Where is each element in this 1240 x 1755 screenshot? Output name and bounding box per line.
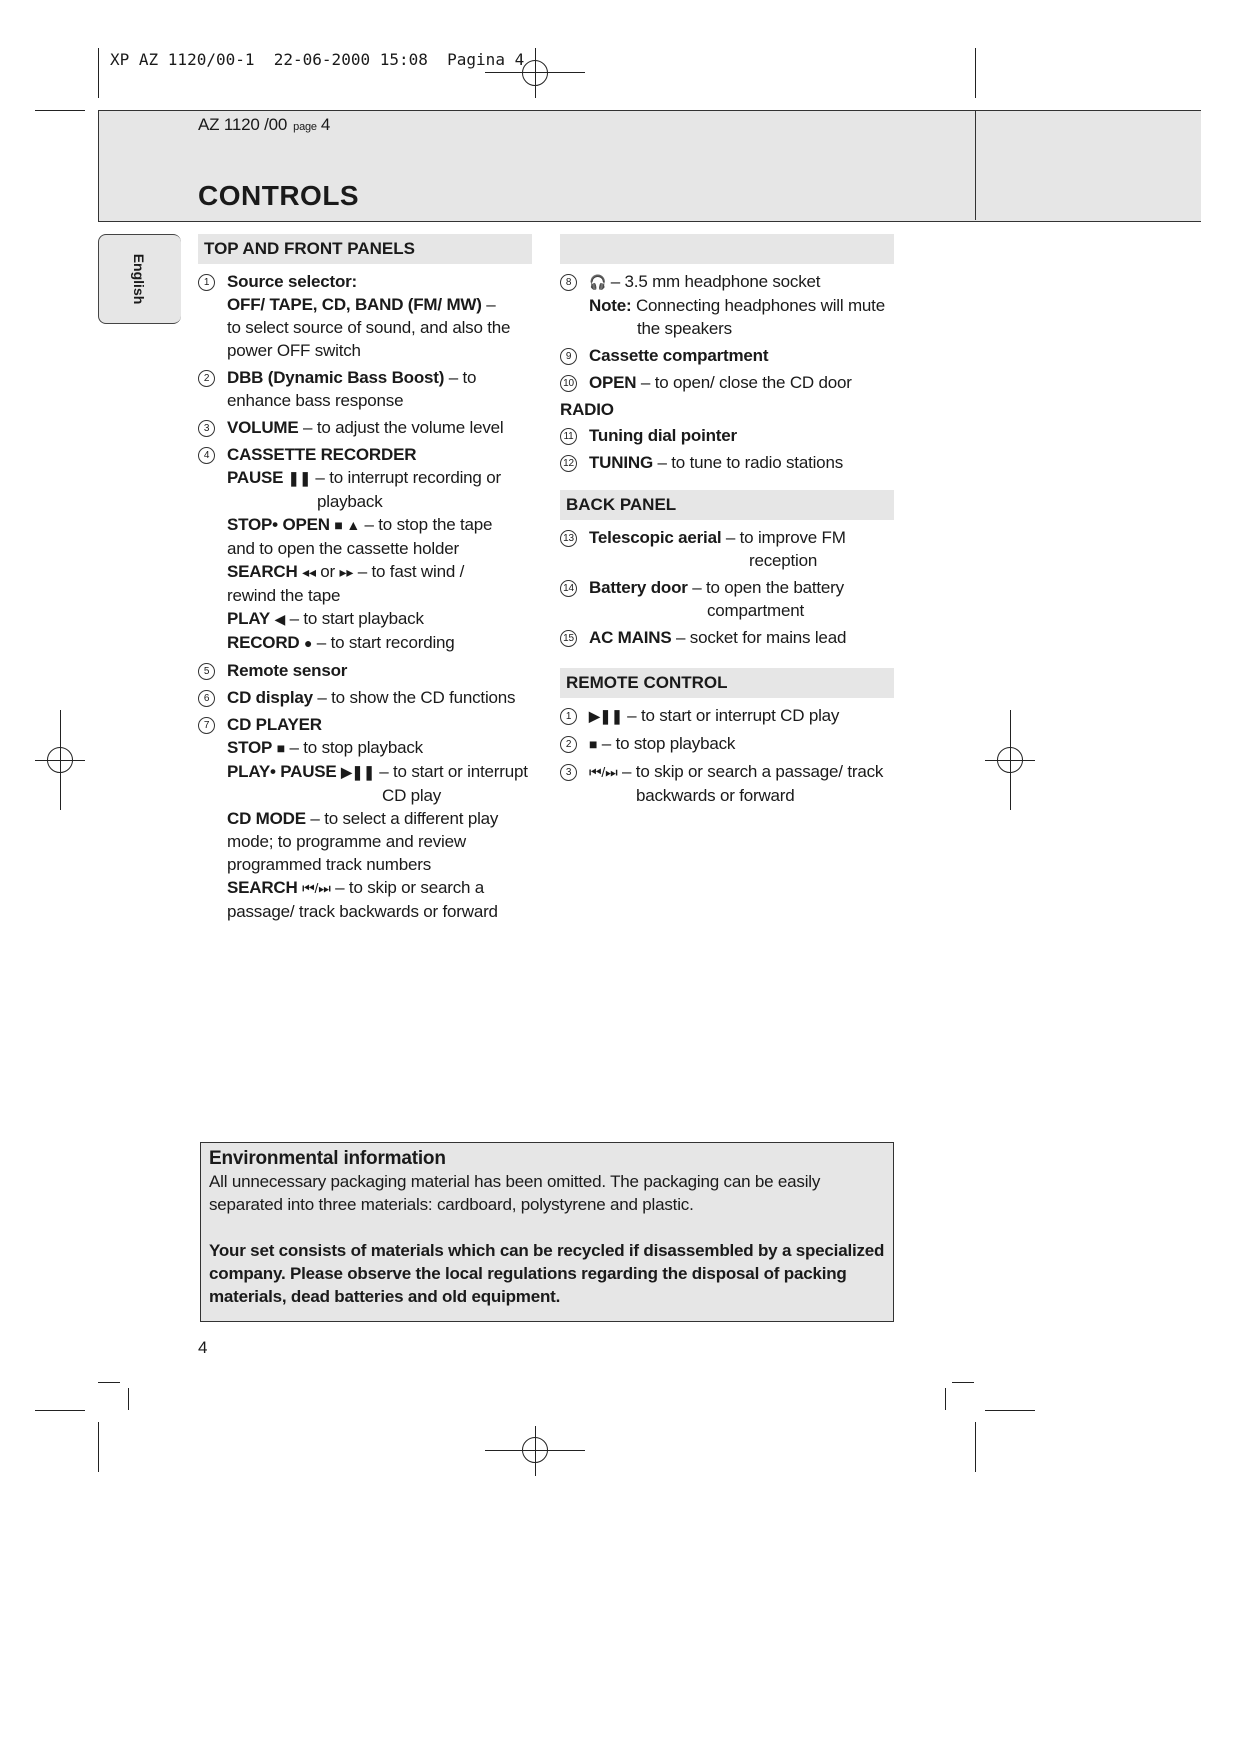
item-text: programmed track numbers <box>227 855 431 874</box>
section-blank-bar <box>560 234 894 264</box>
list-item <box>560 344 910 367</box>
item-text: – to stop playback <box>597 734 736 753</box>
list-item <box>198 270 538 362</box>
item-text: CD play <box>382 786 442 805</box>
section-top-front-panels: TOP AND FRONT PANELS <box>198 234 532 264</box>
item-number: 3 <box>560 764 577 781</box>
item-number: 4 <box>198 447 215 464</box>
skip-icon: ⏮/⏭ <box>589 764 618 780</box>
item-text: – to open the battery <box>687 578 844 597</box>
item-text: – to show the CD functions <box>312 688 516 707</box>
item-text: rewind the tape <box>227 586 341 605</box>
language-tab <box>98 234 181 324</box>
search-label: SEARCH <box>227 562 298 581</box>
record-icon: ● <box>304 635 313 651</box>
list-item <box>560 626 910 649</box>
item-text: – to start or interrupt <box>374 762 528 781</box>
list-item <box>198 416 538 439</box>
page-word: page <box>293 121 317 133</box>
item-title: Battery door <box>589 578 688 597</box>
item-title: CD display <box>227 688 313 707</box>
item-text: – to start recording <box>312 633 455 652</box>
item-number: 14 <box>560 580 577 597</box>
section-back-panel: BACK PANEL <box>560 490 894 520</box>
skip-icon: ⏮/⏭ <box>302 880 331 896</box>
item-title: Source selector: <box>227 272 358 291</box>
item-text: the speakers <box>637 319 732 338</box>
item-title: Telescopic aerial <box>589 528 722 547</box>
item-text: enhance bass response <box>227 391 404 410</box>
section-remote-control: REMOTE CONTROL <box>560 668 894 698</box>
item-number: 1 <box>198 274 215 291</box>
item-text: mode; to programme and review <box>227 832 466 851</box>
list-item <box>198 686 538 709</box>
item-number: 5 <box>198 663 215 680</box>
item-title: VOLUME <box>227 418 299 437</box>
item-number: 11 <box>560 428 577 445</box>
item-text: – to stop playback <box>284 738 423 757</box>
list-item <box>198 659 538 682</box>
item-title: Cassette compartment <box>589 346 769 365</box>
play-pause-icon: ▶❚❚ <box>341 764 375 780</box>
stop-icon: ■ <box>276 740 285 756</box>
remote-item-list <box>560 704 910 811</box>
item-text: – <box>481 295 496 314</box>
item-number: 15 <box>560 630 577 647</box>
headphone-icon: 🎧 <box>589 274 607 290</box>
item-number: 13 <box>560 530 577 547</box>
item-text: – to start playback <box>285 609 424 628</box>
radio-heading: RADIO <box>560 400 614 419</box>
page-number: 4 <box>198 1338 208 1357</box>
item-title: TUNING <box>589 453 653 472</box>
item-text: – to select a different play <box>305 809 499 828</box>
item-title: Tuning dial pointer <box>589 426 737 445</box>
item-title: OPEN <box>589 373 637 392</box>
fast-forward-icon: ▸▸ <box>339 564 354 580</box>
item-text: – socket for mains lead <box>671 628 847 647</box>
item-text: compartment <box>707 601 805 620</box>
item-text: – to <box>444 368 477 387</box>
environmental-paragraph: All unnecessary packaging material has been omitted. The packaging can be easily separated into three materials: cardboard, polystyrene and plastic. <box>209 1172 821 1214</box>
item-number: 1 <box>560 708 577 725</box>
header-page-number: 4 <box>320 115 331 134</box>
item-number: 3 <box>198 420 215 437</box>
list-item <box>560 732 910 756</box>
item-text: Connecting headphones will mute <box>631 296 885 315</box>
item-text: – to skip or search a passage/ track <box>617 762 884 781</box>
item-number: 8 <box>560 274 577 291</box>
list-item <box>198 443 538 655</box>
item-text: or <box>315 562 340 581</box>
list-item <box>198 713 538 923</box>
list-item <box>560 760 910 807</box>
rewind-icon: ◂◂ <box>302 564 316 580</box>
print-slug: XP AZ 1120/00-1 22-06-2000 15:08 Pagina 4 <box>110 50 525 69</box>
cd-mode-label: CD MODE <box>227 809 306 828</box>
list-item <box>560 451 910 474</box>
item-text: to select source of sound, and also the <box>227 318 511 337</box>
document-reference <box>198 115 330 135</box>
item-text: – to adjust the volume level <box>298 418 504 437</box>
item-title: CASSETTE RECORDER <box>227 445 417 464</box>
stop-icon: ■ <box>589 736 598 752</box>
language-tab-label: English <box>131 253 147 305</box>
item-number: 7 <box>198 717 215 734</box>
play-pause-icon: ▶❚❚ <box>589 708 623 724</box>
item-text: power OFF switch <box>227 341 361 360</box>
item-number: 2 <box>198 370 215 387</box>
item-text: – to interrupt recording or <box>310 468 501 487</box>
list-item <box>560 704 910 728</box>
item-title: Remote sensor <box>227 661 348 680</box>
model-number: AZ 1120 /00 <box>198 115 288 134</box>
environmental-info-box <box>200 1142 894 1322</box>
item-text: – to start or interrupt CD play <box>622 706 840 725</box>
item-text: – to open/ close the CD door <box>636 373 852 392</box>
list-item <box>198 366 538 412</box>
item-text: reception <box>749 551 818 570</box>
play-pause-label: PLAY• PAUSE <box>227 762 337 781</box>
item-text: – to improve FM <box>721 528 846 547</box>
list-item <box>560 371 910 394</box>
stop-open-label: STOP• OPEN <box>227 515 330 534</box>
item-text: – 3.5 mm headphone socket <box>606 272 821 291</box>
item-subtitle: OFF/ TAPE, CD, BAND (FM/ MW) <box>227 295 482 314</box>
item-text: passage/ track backwards or forward <box>227 902 498 921</box>
list-item <box>560 526 910 572</box>
play-reverse-icon: ◀ <box>274 611 286 627</box>
item-number: 9 <box>560 348 577 365</box>
record-label: RECORD <box>227 633 300 652</box>
page-title: CONTROLS <box>198 180 360 211</box>
list-item <box>560 270 910 340</box>
right-item-list-back <box>560 526 910 653</box>
item-title: AC MAINS <box>589 628 672 647</box>
search-label: SEARCH <box>227 878 298 897</box>
item-text: – to stop the tape <box>359 515 493 534</box>
list-item <box>560 576 910 622</box>
header-divider <box>975 110 976 220</box>
play-label: PLAY <box>227 609 270 628</box>
item-text: playback <box>317 492 383 511</box>
item-title: CD PLAYER <box>227 715 322 734</box>
item-text: – to fast wind / <box>353 562 465 581</box>
item-text: backwards or forward <box>636 786 795 805</box>
item-text: – to skip or search a <box>330 878 485 897</box>
pause-label: PAUSE <box>227 468 284 487</box>
item-number: 6 <box>198 690 215 707</box>
stop-eject-icon: ■ ▲ <box>334 517 360 533</box>
right-item-list-top <box>560 270 910 478</box>
left-item-list <box>198 270 538 927</box>
item-number: 10 <box>560 375 577 392</box>
environmental-title: Environmental information <box>209 1148 446 1169</box>
item-number: 2 <box>560 736 577 753</box>
pause-icon: ❚❚ <box>287 470 311 486</box>
item-text: – to tune to radio stations <box>652 453 843 472</box>
item-text: and to open the cassette holder <box>227 539 459 558</box>
environmental-recycling-note: Your set consists of materials which can be recycled if disassembled by a specialized company. Please observe the local regulations regarding the disposal of packing materials, dead batteries and old equipment. <box>209 1241 885 1306</box>
item-title: DBB (Dynamic Bass Boost) <box>227 368 445 387</box>
note-label: Note: <box>589 296 632 315</box>
stop-label: STOP <box>227 738 273 757</box>
item-number: 12 <box>560 455 577 472</box>
list-item <box>560 424 910 447</box>
